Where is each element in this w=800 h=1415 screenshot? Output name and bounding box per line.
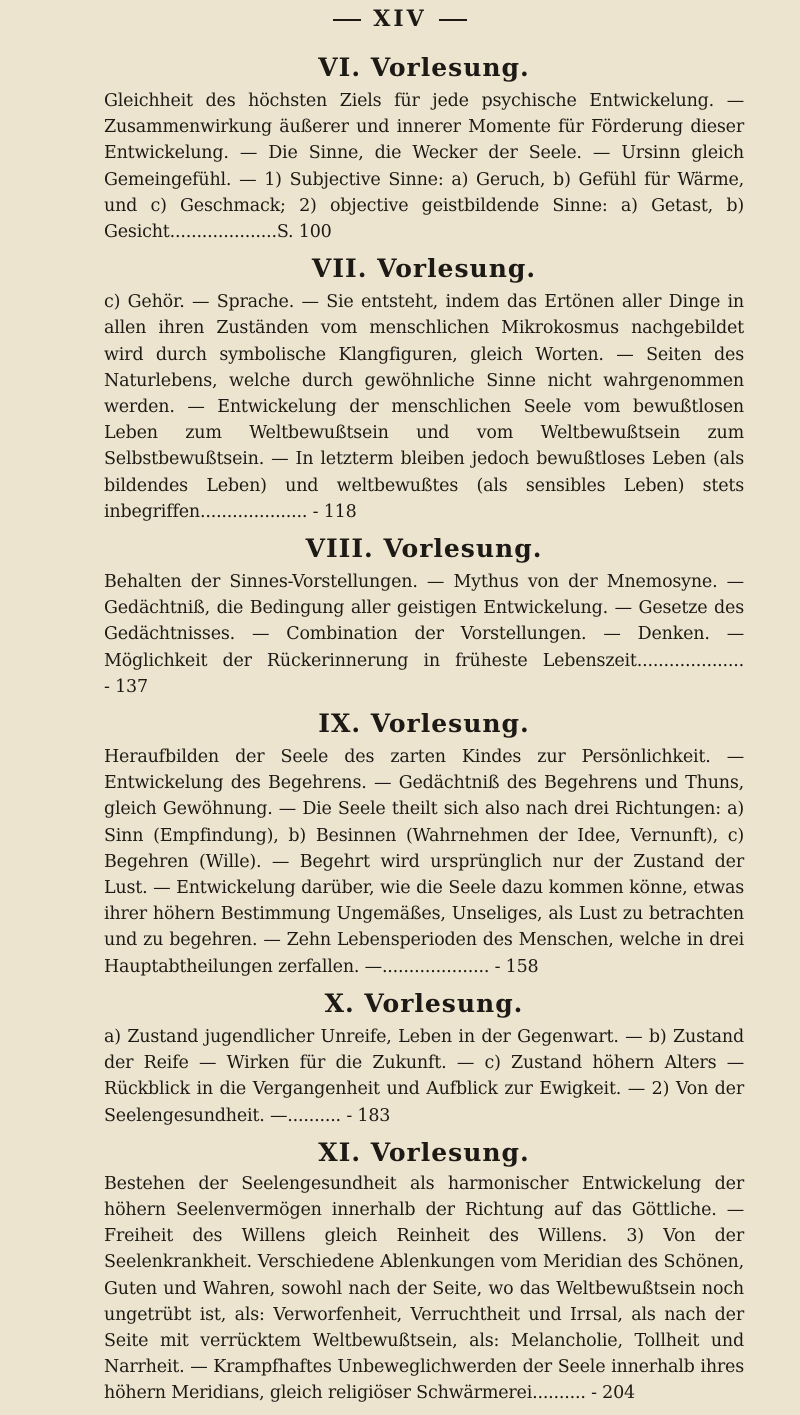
page-reference: - 137 bbox=[104, 676, 148, 697]
page-reference: - 158 bbox=[494, 956, 539, 977]
dot-leader: .................... bbox=[199, 501, 308, 522]
lecture-title: VII. Vorlesung. bbox=[311, 254, 537, 284]
lecture-entry bbox=[104, 1137, 744, 1407]
lecture-summary bbox=[104, 1024, 744, 1129]
lecture-text: Heraufbilden der Seele des zarten Kindes zur Persönlichkeit. — Entwickelung des Begehrens. — Gedächtniß des Begehrens und Thuns, gleich Gewöhnung. — Die Seele theilt sich also nach drei Richtungen: a) Sinn (Empfindung), b) Besinnen (Wahrnehmen der Idee, Vernunft), c) Begehren (Wille). — Begehrt wird ursprünglich nur der Zustand der Lust. — Entwickelung darüber, wie die Seele dazu kommen könne, etwas ihrer höhern Bestimmung Ungemäßes, Unseliges, als Lust zu betrachten und zu begehren. — Zehn Lebensperioden des Menschen, welche in drei Hauptabtheilungen zerfallen. — bbox=[104, 747, 744, 977]
lecture-title: XI. Vorlesung. bbox=[318, 1137, 530, 1167]
lecture-entry bbox=[104, 708, 744, 980]
page-reference: - 204 bbox=[591, 1383, 635, 1404]
lecture-text: Bestehen der Seelengesundheit als harmonischer Entwickelung der höhern Seelenvermögen innerhalb der Richtung auf das Göttliche. — Freiheit des Willens gleich Reinheit des Willens. 3) Von der Seelenkrankheit. Verschiedene Ablenkungen vom Meridian des Schönen, Guten und Wahren, sowohl nach der Seite, wo das Weltbewußtsein noch ungetrübt ist, als: Verworfenheit, Verruchtheit und Irrsal, als nach der Seite mit verrücktem Weltbewußtsein, als: Melancholie, Tollheit und Narrheit. — Krampfhaftes Unbeweglichwerden der Seele innerhalb ihres höhern Meridians, gleich religiöser Schwärmerei bbox=[104, 1173, 744, 1404]
lecture-summary bbox=[104, 744, 744, 980]
dot-leader: .......... bbox=[287, 1105, 341, 1126]
lecture-text: a) Zustand jugendlicher Unreife, Leben in der Gegenwart. — b) Zustand der Reife — Wirken für die Zukunft. — c) Zustand höhern Alters — Rückblick in die Vergangenheit und Aufblick zur Ewigkeit. — 2) Von der Seelengesundheit. — bbox=[104, 1026, 744, 1126]
page-number: XIV bbox=[0, 6, 800, 32]
lecture-title: X. Vorlesung. bbox=[324, 988, 524, 1018]
table-of-contents bbox=[104, 52, 744, 1415]
dot-leader: .......... bbox=[532, 1383, 586, 1404]
lecture-title: VIII. Vorlesung. bbox=[305, 534, 543, 564]
lecture-entry bbox=[104, 533, 744, 700]
dot-leader: .................... bbox=[636, 650, 744, 671]
lecture-text: Gleichheit des höchsten Ziels für jede psychische Entwickelung. — Zusammenwirkung äußerer und innerer Momente für Förderung dieser Entwickelung. — Die Sinne, die Wecker der Seele. — Ursinn gleich Gemeingefühl. — 1) Subjective Sinne: a) Geruch, b) Gefühl für Wärme, und c) Geschmack; 2) objective geistbildende Sinne: a) Getast, b) Gesicht bbox=[104, 91, 744, 243]
lecture-summary bbox=[104, 569, 744, 700]
lecture-entry bbox=[104, 52, 744, 245]
dot-leader: .................... bbox=[169, 222, 277, 243]
lecture-entry bbox=[104, 253, 744, 525]
lecture-summary bbox=[104, 1171, 744, 1407]
page-reference: - 183 bbox=[346, 1105, 391, 1126]
lecture-title: IX. Vorlesung. bbox=[318, 709, 530, 739]
lecture-text: Behalten der Sinnes-Vorstellungen. — Mythus von der Mnemosyne. — Gedächtniß, die Bedingung aller geistigen Entwickelung. — Gesetze des Gedächtnisses. — Combination der Vorstellungen. — Denken. — Möglichkeit der Rückerinnerung in früheste Lebenszeit bbox=[104, 572, 744, 671]
page-reference: - 118 bbox=[312, 501, 357, 522]
lecture-entry bbox=[104, 988, 744, 1129]
dot-leader: .................... bbox=[381, 956, 490, 977]
lecture-text: c) Gehör. — Sprache. — Sie entsteht, indem das Ertönen aller Dinge in allen ihren Zuständen vom menschlichen Mikrokosmus nachgebildet wird durch symbolische Klangfiguren, gleich Worten. — Seiten des Naturlebens, welche durch gewöhnliche Sinne nicht wahrgenommen werden. — Entwickelung der menschlichen Seele vom bewußtlosen Leben zum Weltbewußtsein und vom Weltbewußtsein zum Selbstbewußtsein. — In letzterm bleiben jedoch bewußtloses Leben (als bildendes Leben) und weltbewußtes (als sensibles Leben) stets inbegriffen bbox=[104, 292, 744, 522]
lecture-title: VI. Vorlesung. bbox=[318, 53, 530, 82]
lecture-summary bbox=[104, 289, 744, 525]
page-reference: S. 100 bbox=[276, 222, 332, 243]
lecture-summary bbox=[104, 88, 744, 245]
